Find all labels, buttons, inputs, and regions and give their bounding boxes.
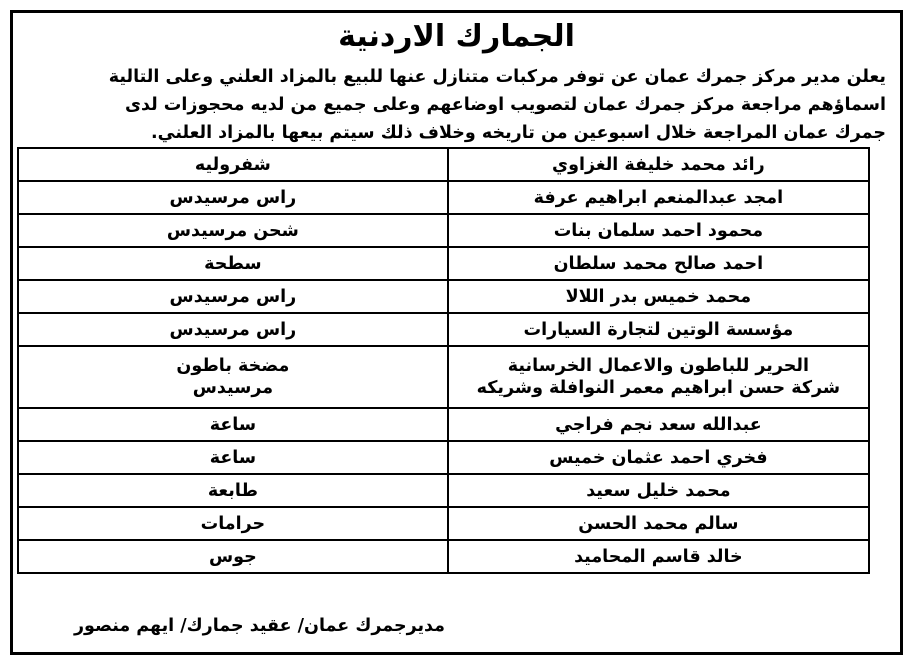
owner-name-cell: خالد قاسم المحاميد (448, 540, 869, 573)
owner-name-cell: امجد عبدالمنعم ابراهيم عرفة (448, 181, 869, 214)
vehicle-cell: راس مرسيدس (18, 280, 448, 313)
owner-name-cell: رائد محمد خليفة الغزاوي (448, 148, 869, 181)
table-row (18, 507, 869, 540)
table-row (18, 148, 869, 181)
intro-line: جمرك عمان المراجعة خلال اسبوعين من تاريخه وخلاف ذلك سيتم بيعها بالمزاد العلني. (151, 123, 886, 143)
table-row (18, 346, 869, 408)
vehicle-cell (18, 346, 448, 408)
intro-line: يعلن مدير مركز جمرك عمان عن توفر مركبات متنازل عنها للبيع بالمزاد العلني وعلى التالية (108, 67, 886, 87)
notice-intro (27, 63, 886, 153)
vehicle-cell: ساعة (18, 441, 448, 474)
table-row (18, 313, 869, 346)
vehicle-cell: سطحة (18, 247, 448, 280)
owner-name-cell: محمد خليل سعيد (448, 474, 869, 507)
table-row (18, 181, 869, 214)
vehicle-cell: راس مرسيدس (18, 181, 448, 214)
owner-name-cell: عبدالله سعد نجم فراجي (448, 408, 869, 441)
vehicle-cell: راس مرسيدس (18, 313, 448, 346)
owner-name-cell: احمد صالح محمد سلطان (448, 247, 869, 280)
signature-line: مديرجمرك عمان/ عقيد جمارك/ ايهم منصور (73, 616, 445, 636)
owner-name-cell: محمد خميس بدر اللالا (448, 280, 869, 313)
intro-line: اسماؤهم مراجعة مركز جمرك عمان لتصويب اوضاعهم وعلى جميع من لديه محجوزات لدى (124, 95, 886, 115)
vehicle-cell: شفروليه (18, 148, 448, 181)
owner-name-cell (448, 346, 869, 408)
vehicle-cell: طابعة (18, 474, 448, 507)
owners-table (17, 147, 870, 574)
table-row (18, 408, 869, 441)
owner-name-cell: فخري احمد عثمان خميس (448, 441, 869, 474)
owner-name-line: الحرير للباطون والاعمال الخرسانية (507, 356, 809, 376)
owner-name-cell: سالم محمد الحسن (448, 507, 869, 540)
vehicle-line: مرسيدس (192, 378, 274, 398)
table-row (18, 280, 869, 313)
table-row (18, 540, 869, 573)
vehicle-cell: ساعة (18, 408, 448, 441)
owner-name-line: شركة حسن ابراهيم معمر النوافلة وشريكه (476, 378, 841, 398)
owner-name-cell: محمود احمد سلمان بنات (448, 214, 869, 247)
notice-title: الجمارك الاردنية (338, 19, 575, 54)
table-row (18, 474, 869, 507)
owner-name-cell: مؤسسة الوتين لتجارة السيارات (448, 313, 869, 346)
table-row (18, 214, 869, 247)
vehicle-cell: جوس (18, 540, 448, 573)
table-row (18, 441, 869, 474)
vehicle-cell: شحن مرسيدس (18, 214, 448, 247)
vehicle-line: مضخة باطون (176, 356, 290, 376)
table-row (18, 247, 869, 280)
vehicle-cell: حرامات (18, 507, 448, 540)
